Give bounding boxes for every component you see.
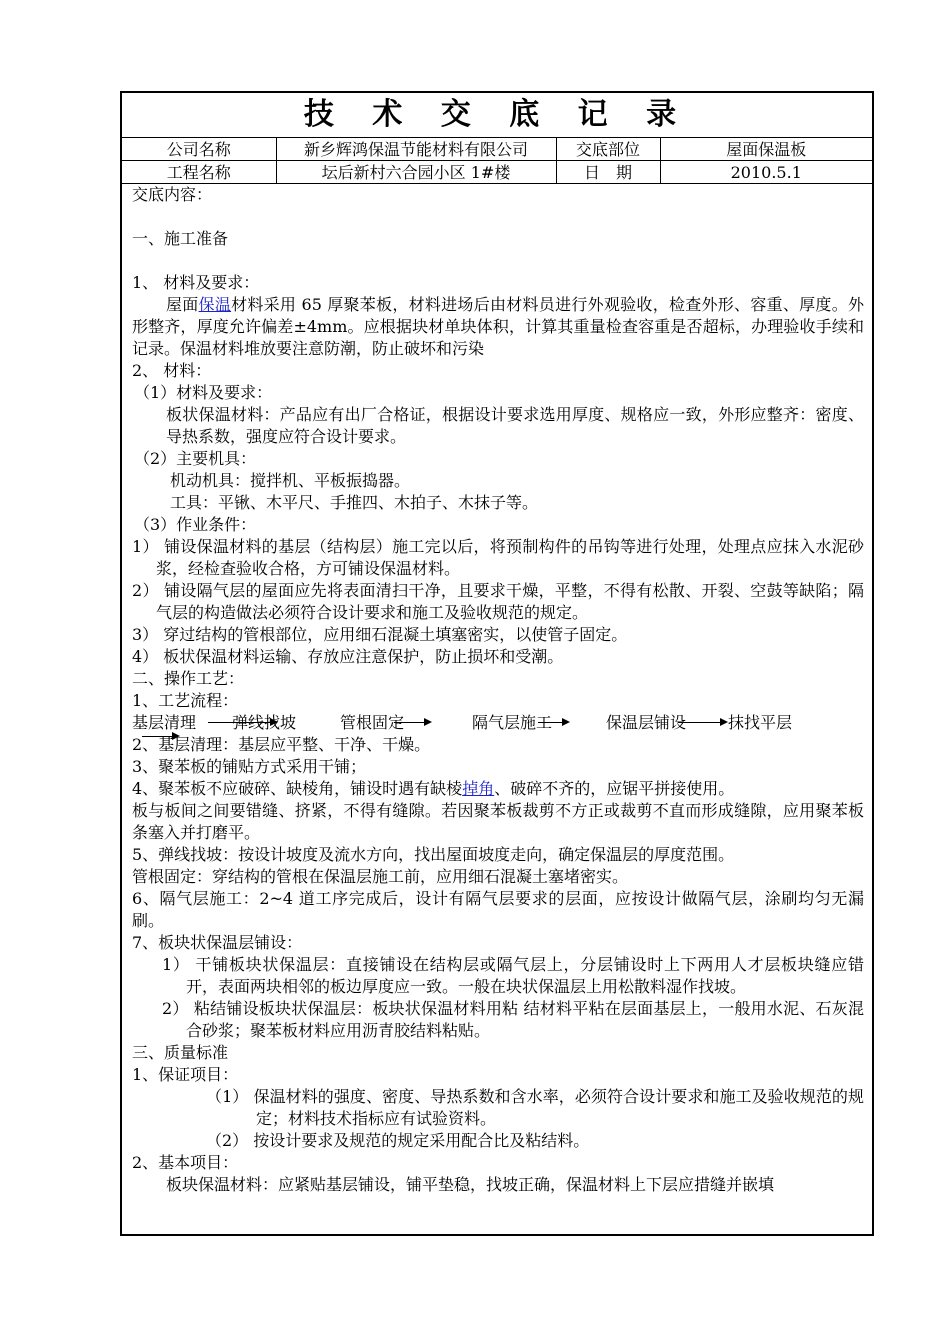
company-label: 公司名称: [122, 138, 276, 161]
date-label: 日 期: [556, 161, 660, 184]
operation-5: 5、弹线找坡：按设计坡度及流水方向，找出屋面坡度走向，确定保温层的厚度范围。: [132, 845, 735, 864]
operation-4-detail: 板与板间之间要错缝、挤紧，不得有缝隙。若因聚苯板裁剪不方正或裁剪不直而形成缝隙，应用聚苯板条塞入并打磨平。: [132, 801, 864, 842]
machines-text: 机动机具：搅拌机、平板振捣器。: [170, 471, 411, 490]
condition-2: 2） 铺设隔气层的屋面应先将表面清扫干净，且要求干燥，平整，不得有松散、开裂、空鼓等缺陷；隔气层的构造做法必须符合设计要求和施工及验收规范的规定。: [132, 581, 864, 622]
flow-step-5: 保温层铺设: [606, 713, 687, 732]
info-row-project: [122, 161, 872, 184]
flow-step-6: 抹找平层: [728, 713, 793, 732]
condition-4: 4） 板状保温材料运输、存放应注意保护，防止损坏和受潮。: [132, 647, 564, 666]
operation-2: 2、基层清理：基层应平整、干净、干燥。: [132, 735, 431, 754]
info-row-company: [122, 138, 872, 161]
project-label: 工程名称: [122, 161, 276, 184]
guarantee-1: （1） 保温材料的强度、密度、导热系数和含水率，必须符合设计要求和施工及验收规范的规定；材料技术指标应有试验资料。: [206, 1087, 864, 1128]
condition-3: 3） 穿过结构的管根部位，应用细石混凝土填塞密实，以使管子固定。: [132, 625, 628, 644]
part-label: 交底部位: [556, 138, 660, 161]
flow-arrow-icon: [394, 722, 430, 723]
guarantee-items: 1、保证项目：: [132, 1065, 239, 1084]
flow-step-4: 隔气层施工: [472, 713, 553, 732]
date-value: 2010.5.1: [660, 161, 872, 184]
content-intro: 交底内容：: [132, 185, 213, 204]
part-value: 屋面保温板: [660, 138, 872, 161]
flow-arrow-icon: [678, 722, 726, 723]
operation-7-2: 2） 粘结铺设板块状保温层：板块状保温材料用粘 结材料平粘在层面基层上，一般用水泥、石灰混合砂浆；聚苯板材料应用沥青胶结料粘贴。: [162, 999, 864, 1040]
tools-text: 工具：平锹、木平尺、手推四、木拍子、木抹子等。: [170, 493, 539, 512]
operation-6: 6、隔气层施工：2~4 道工序完成后，设计有隔气层要求的层面，应按设计做隔气层，涂刷均匀无漏刷。: [132, 889, 864, 930]
sub-machines: （2）主要机具：: [134, 449, 257, 468]
section-3-title: 三、质量标准: [132, 1043, 229, 1062]
insulation-link[interactable]: 保温: [198, 295, 232, 314]
missing-corner-link[interactable]: 掉角: [462, 779, 495, 798]
flow-step-3: 管根固定: [340, 713, 405, 732]
materials-text-a: 屋面: [166, 295, 199, 314]
project-value: 坛后新村六合园小区 1#楼: [276, 161, 556, 184]
op4-text-b: 、破碎不齐的，应锯平拼接使用。: [494, 779, 735, 798]
operation-4: [132, 778, 864, 800]
item-materials: 1、 材料及要求：: [132, 273, 260, 292]
materials-text-b: 材料采用 65 厚聚苯板，材料进场后由材料员进行外观验收，检查外形、容重、厚度。外形整齐，厚度允许偏差±4mm。应根据块材单块体积，计算其重量检查容重是否超标，办理验收手续和记录。保温材料堆放要注意防潮，防止破坏和污染: [132, 295, 864, 358]
company-value: 新乡辉鸿保温节能材料有限公司: [276, 138, 556, 161]
operation-5-pipe: 管根固定：穿结构的管根在保温层施工前，应用细石混凝土塞堵密实。: [132, 867, 629, 886]
sub-conditions: （3）作业条件：: [134, 515, 257, 534]
item-materials-2: 2、 材料：: [132, 361, 212, 380]
sub-materials-text: 板状保温材料：产品应有出厂合格证，根据设计要求选用厚度、规格应一致，外形应整齐：密度、导热系数，强度应符合设计要求。: [166, 405, 864, 446]
op4-text-a: 4、聚苯板不应破碎、缺棱角，铺设时遇有缺棱: [132, 779, 463, 798]
operation-7: 7、板块状保温层铺设：: [132, 933, 303, 952]
materials-paragraph: [132, 294, 864, 360]
technical-disclosure-form: [120, 91, 874, 1236]
info-table: [122, 138, 872, 184]
flow-arrow-icon: [142, 736, 178, 737]
sub-materials: （1）材料及要求：: [134, 383, 273, 402]
operation-3: 3、聚苯板的铺贴方式采用干铺；: [132, 757, 367, 776]
basic-items-text: 板块保温材料：应紧贴基层铺设，铺平垫稳，找坡正确，保温材料上下层应措缝并嵌填: [166, 1175, 775, 1194]
section-2-title: 二、操作工艺：: [132, 669, 245, 688]
basic-items: 2、基本项目：: [132, 1153, 239, 1172]
disclosure-content: [122, 184, 872, 1196]
flow-step-2: 弹线找坡: [232, 713, 297, 732]
flow-step-1: 基层清理: [132, 713, 197, 732]
condition-1: 1） 铺设保温材料的基层（结构层）施工完以后，将预制构件的吊钩等进行处理，处理点应抹入水泥砂浆，经检查验收合格，方可铺设保温材料。: [132, 537, 864, 578]
operation-7-1: 1） 干铺板块状保温层：直接铺设在结构层或隔气层上，分层铺设时上下两用人才层板块缝应错开，表面两块相邻的板边厚度应一致。一般在块状保温层上用松散料湿作找坡。: [162, 955, 864, 996]
process-flow-label: 1、工艺流程：: [132, 691, 239, 710]
flow-arrow-icon: [538, 722, 568, 723]
document-title: 技 术 交 底 记 录: [122, 93, 872, 138]
guarantee-2: （2） 按设计要求及规范的规定采用配合比及粘结料。: [206, 1131, 590, 1150]
step-2-wrapper: [132, 734, 864, 756]
process-flow: [132, 712, 864, 734]
section-1-title: 一、施工准备: [132, 229, 229, 248]
